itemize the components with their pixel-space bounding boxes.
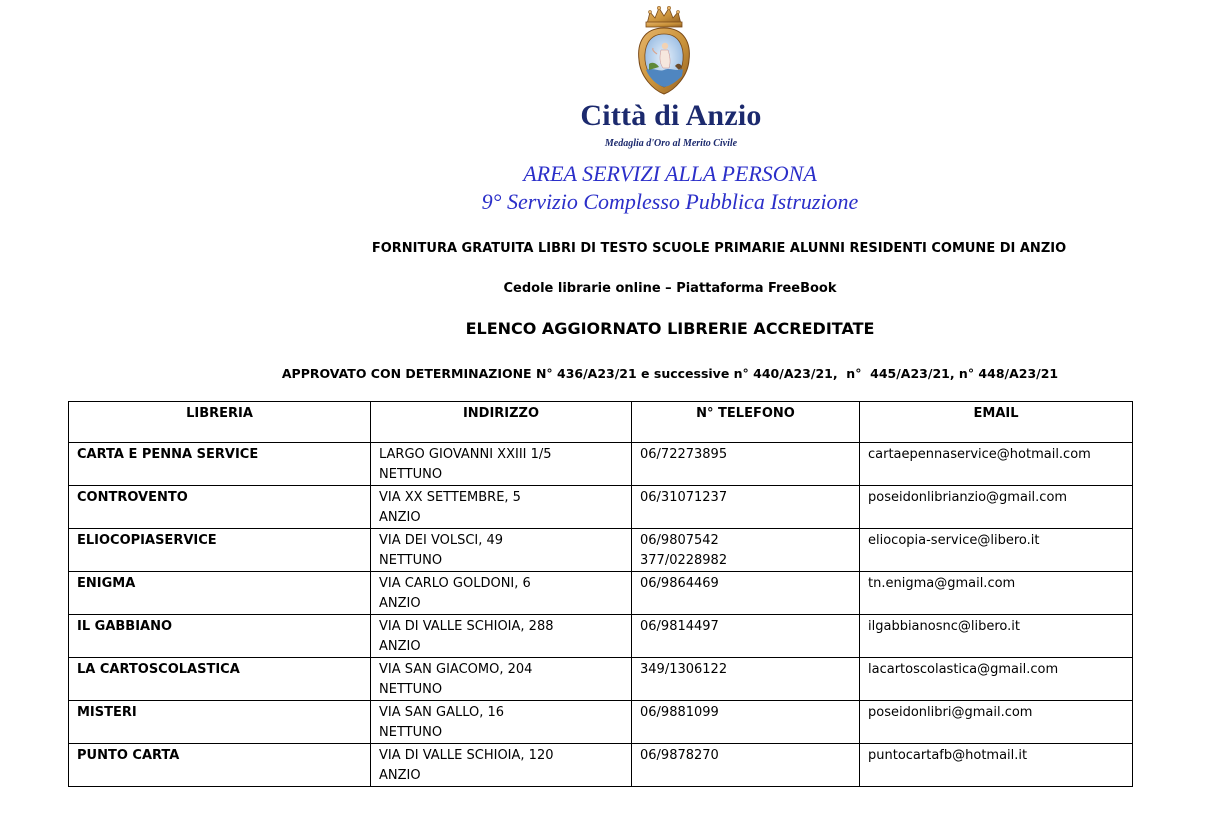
- address-street: VIA SAN GIACOMO, 204: [379, 662, 533, 677]
- address-street: VIA DEI VOLSCI, 49: [379, 533, 504, 548]
- address-street: VIA CARLO GOLDONI, 6: [379, 576, 531, 591]
- bookshop-phone: [632, 658, 860, 701]
- table-row: [69, 615, 1133, 658]
- bookshop-phone: [632, 486, 860, 529]
- address-city: ANZIO: [379, 596, 421, 611]
- service-title: 9° Servizio Complesso Pubblica Istruzione: [481, 189, 859, 214]
- table-row: [69, 572, 1133, 615]
- bookshop-phone: [632, 443, 860, 486]
- bookshop-email: puntocartafb@hotmail.it: [860, 744, 1133, 787]
- address-street: LARGO GIOVANNI XXIII 1/5: [379, 447, 552, 462]
- bookshop-email: ilgabbianosnc@libero.it: [860, 615, 1133, 658]
- address-city: ANZIO: [379, 510, 421, 525]
- address-street: VIA DI VALLE SCHIOIA, 120: [379, 748, 554, 763]
- column-header-indirizzo: INDIRIZZO: [371, 402, 632, 443]
- bookshop-name: IL GABBIANO: [69, 615, 371, 658]
- phone-number: 349/1306122: [640, 662, 728, 677]
- phone-number: 06/72273895: [640, 447, 728, 462]
- bookshop-address: [371, 615, 632, 658]
- address-street: VIA DI VALLE SCHIOIA, 288: [379, 619, 554, 634]
- address-city: ANZIO: [379, 768, 421, 783]
- bookshop-email: poseidonlibrianzio@gmail.com: [860, 486, 1133, 529]
- table-body: [69, 443, 1133, 787]
- page-title: ELENCO AGGIORNATO LIBRERIE ACCREDITATE: [465, 319, 875, 338]
- bookshop-name: PUNTO CARTA: [69, 744, 371, 787]
- address-city: NETTUNO: [379, 467, 443, 482]
- bookshop-phone: [632, 744, 860, 787]
- bookshop-email: cartaepennaservice@hotmail.com: [860, 443, 1133, 486]
- bookshop-name: MISTERI: [69, 701, 371, 744]
- bookshop-address: [371, 572, 632, 615]
- phone-number-secondary: 377/0228982: [640, 553, 728, 568]
- phone-number: 06/9864469: [640, 576, 719, 591]
- bookshop-name: LA CARTOSCOLASTICA: [69, 658, 371, 701]
- address-street: VIA SAN GALLO, 16: [379, 705, 505, 720]
- bookshop-table: [68, 401, 1133, 787]
- bookshop-phone: [632, 529, 860, 572]
- phone-number: 06/9881099: [640, 705, 719, 720]
- column-header-email: EMAIL: [860, 402, 1133, 443]
- bookshop-email: poseidonlibri@gmail.com: [860, 701, 1133, 744]
- address-city: NETTUNO: [379, 682, 443, 697]
- bookshop-address: [371, 658, 632, 701]
- address-street: VIA XX SETTEMBRE, 5: [379, 490, 521, 505]
- table-row: [69, 486, 1133, 529]
- bookshop-phone: [632, 615, 860, 658]
- phone-number: 06/9878270: [640, 748, 719, 763]
- address-city: NETTUNO: [379, 725, 443, 740]
- document-subject: FORNITURA GRATUITA LIBRI DI TESTO SCUOLE PRIMARIE ALUNNI RESIDENTI COMUNE DI ANZIO: [371, 241, 1067, 256]
- city-motto: Medaglia d'Oro al Merito Civile: [604, 138, 738, 149]
- bookshop-name: ELIOCOPIASERVICE: [69, 529, 371, 572]
- bookshop-name: CONTROVENTO: [69, 486, 371, 529]
- bookshop-name: CARTA E PENNA SERVICE: [69, 443, 371, 486]
- bookshop-name: ENIGMA: [69, 572, 371, 615]
- bookshop-address: [371, 529, 632, 572]
- table-row: [69, 701, 1133, 744]
- document-platform: Cedole librarie online – Piattaforma FreeBook: [503, 281, 837, 296]
- bookshop-email: tn.enigma@gmail.com: [860, 572, 1133, 615]
- bookshop-address: [371, 701, 632, 744]
- phone-number: 06/9814497: [640, 619, 719, 634]
- table-row: [69, 529, 1133, 572]
- bookshop-address: [371, 443, 632, 486]
- anzio-coat-of-arms-icon: [633, 4, 695, 96]
- bookshop-phone: [632, 701, 860, 744]
- phone-number: 06/9807542: [640, 533, 719, 548]
- bookshop-email: eliocopia-service@libero.it: [860, 529, 1133, 572]
- area-title: AREA SERVIZI ALLA PERSONA: [523, 161, 817, 186]
- column-header-telefono: N° TELEFONO: [632, 402, 860, 443]
- approval-line: APPROVATO CON DETERMINAZIONE N° 436/A23/21 e successive n° 440/A23/21, n° 445/A23/21, n° 448/A23/21: [281, 366, 1059, 381]
- address-city: NETTUNO: [379, 553, 443, 568]
- bookshop-phone: [632, 572, 860, 615]
- column-header-libreria: LIBRERIA: [69, 402, 371, 443]
- city-name: Città di Anzio: [580, 99, 762, 132]
- bookshop-address: [371, 486, 632, 529]
- table-header-row: [69, 402, 1133, 443]
- bookshop-address: [371, 744, 632, 787]
- table-row: [69, 443, 1133, 486]
- table-row: [69, 744, 1133, 787]
- bookshop-email: lacartoscolastica@gmail.com: [860, 658, 1133, 701]
- phone-number: 06/31071237: [640, 490, 728, 505]
- address-city: ANZIO: [379, 639, 421, 654]
- table-row: [69, 658, 1133, 701]
